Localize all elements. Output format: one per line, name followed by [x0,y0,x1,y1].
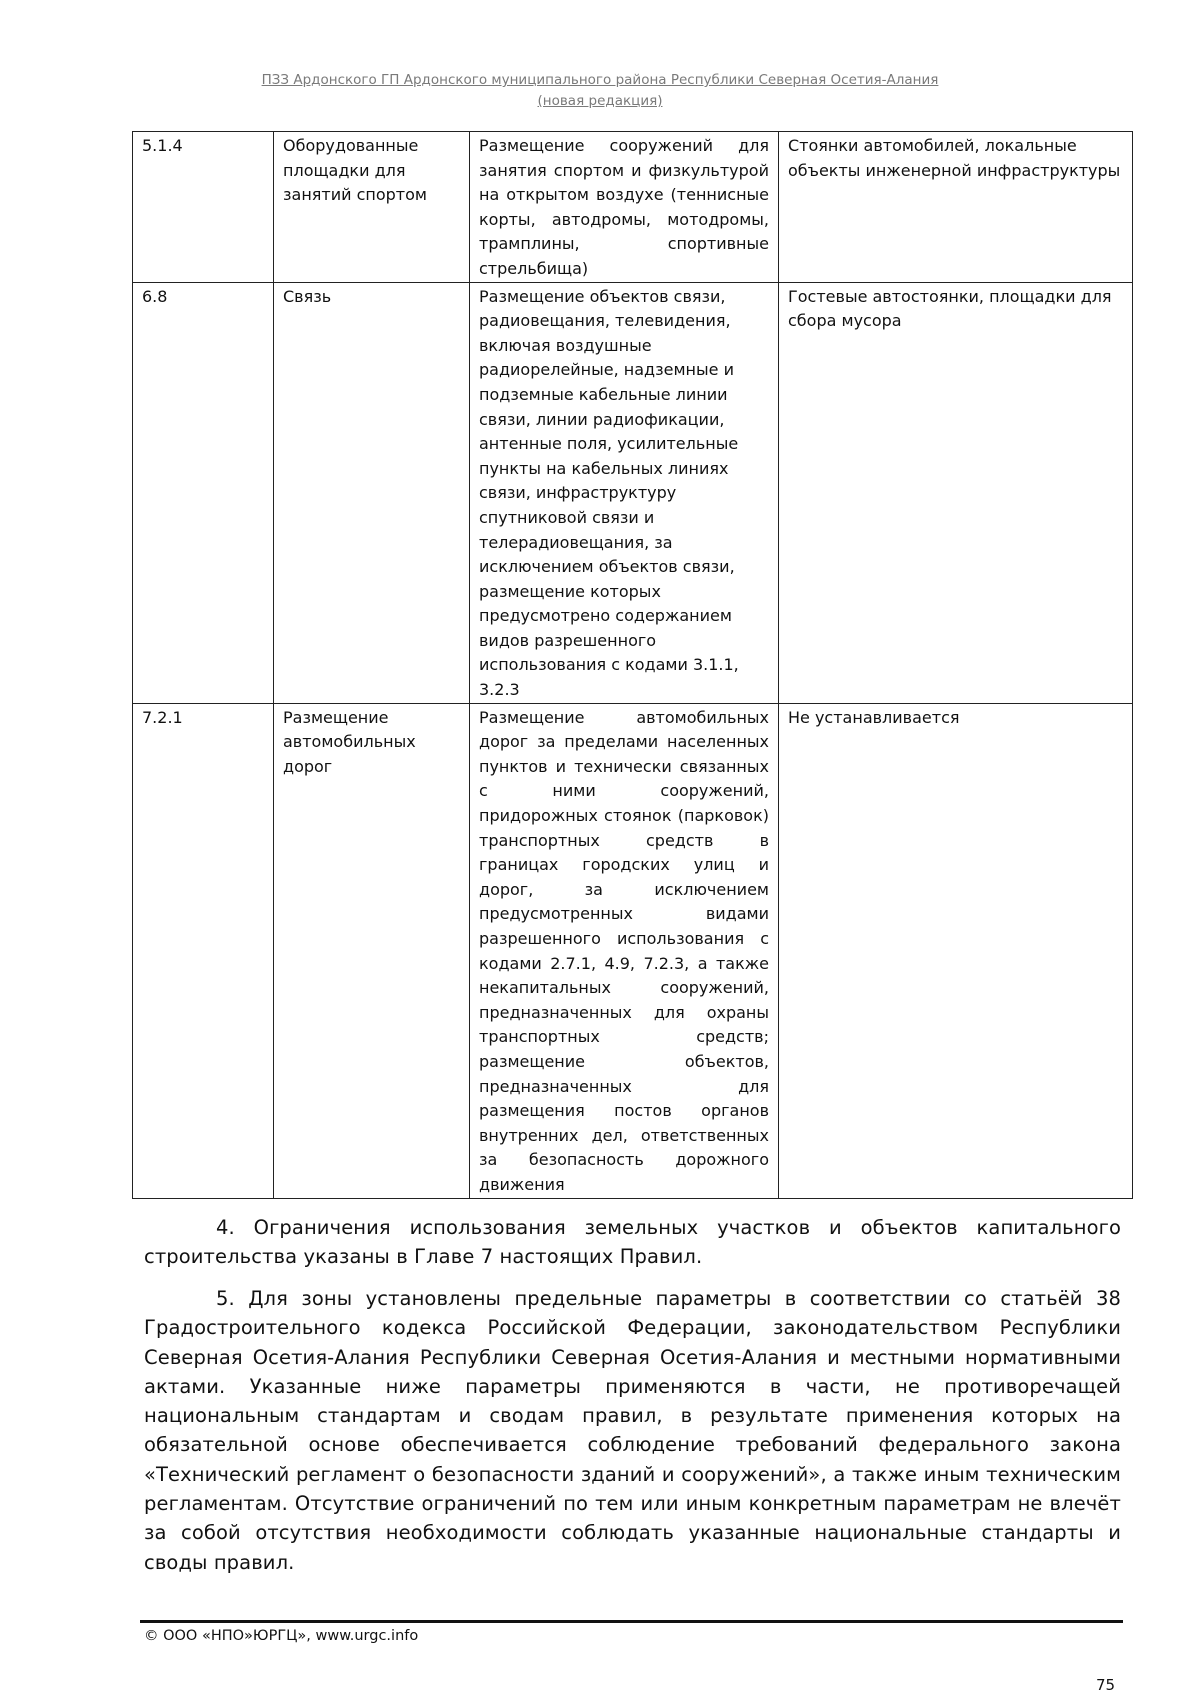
header-title: ПЗЗ Ардонского ГП Ардонского муниципального района Республики Северная Осетия-Алания [261,72,939,88]
table-row [133,282,1133,703]
permitted-use-table [132,131,1133,1199]
use-code-cell: 5.1.4 [133,132,274,283]
document-header [130,70,1070,112]
table-row [133,132,1133,283]
paragraph-4 [144,1213,1121,1272]
auxiliary-use-cell: Стоянки автомобилей, локальные объекты инженерной инфраструктуры [779,132,1133,283]
auxiliary-use-cell: Не устанавливается [779,703,1133,1198]
auxiliary-use-cell: Гостевые автостоянки, площадки для сбора мусора [779,282,1133,703]
use-description-cell: Размещение автомобильных дорог за пределами населенных пунктов и технически связанных с ними сооружений, придорожных стоянок (парковок) транспортных средств в границах городских улиц и дорог, за исключением предусмотренных видами разрешенного использования с кодами 2.7.1, 4.9, 7.2.3, а также некапитальных сооружений, предназначенных для охраны транспортных средств; размещение объектов, предназначенных для размещения постов органов внутренних дел, ответственных за безопасность дорожного движения [470,703,779,1198]
paragraph-5 [144,1284,1121,1577]
table-row [133,703,1133,1198]
page-number: 75 [1096,1676,1116,1694]
use-code-cell: 6.8 [133,282,274,703]
use-name-cell: Размещение автомобильных дорог [274,703,470,1198]
footer-divider [140,1620,1123,1623]
use-description-cell: Размещение объектов связи, радиовещания, телевидения, включая воздушные радиорелейные, надземные и подземные кабельные линии связи, линии радиофикации, антенные поля, усилительные пункты на кабельных линиях связи, инфраструктуру спутниковой связи и телерадиовещания, за исключением объектов связи, размещение которых предусмотрено содержанием видов разрешенного использования с кодами 3.1.1, 3.2.3 [470,282,779,703]
paragraph-5-text: 5. Для зоны установлены предельные параметры в соответствии со статьёй 38 Градостроительного кодекса Российской Федерации, законодательством Республики Северная Осетия-Алания Республики Северная Осетия-Алания и местными нормативными актами. Указанные ниже параметры применяются в части, не противоречащей национальным стандартам и сводам правил, в результате применения которых на обязательной основе обеспечивается соблюдение требований федерального закона «Технический регламент о безопасности зданий и сооружений», а также иным техническим регламентам. Отсутствие ограничений по тем или иным конкретным параметрам не влечёт за собой отсутствия необходимости соблюдать указанные национальные стандарты и своды правил. [144,1287,1121,1574]
footer-copyright: © ООО «НПО»ЮРГЦ», www.urgc.info [144,1628,419,1644]
use-name-cell: Связь [274,282,470,703]
paragraph-4-text: 4. Ограничения использования земельных участков и объектов капитального строительства указаны в Главе 7 настоящих Правил. [144,1216,1121,1269]
use-description-cell: Размещение сооружений для занятия спортом и физкультурой на открытом воздухе (теннисные корты, автодромы, мотодромы, трамплины, спортивные стрельбища) [470,132,779,283]
use-code-cell: 7.2.1 [133,703,274,1198]
header-subtitle: (новая редакция) [537,93,663,109]
use-name-cell: Оборудованные площадки для занятий спортом [274,132,470,283]
